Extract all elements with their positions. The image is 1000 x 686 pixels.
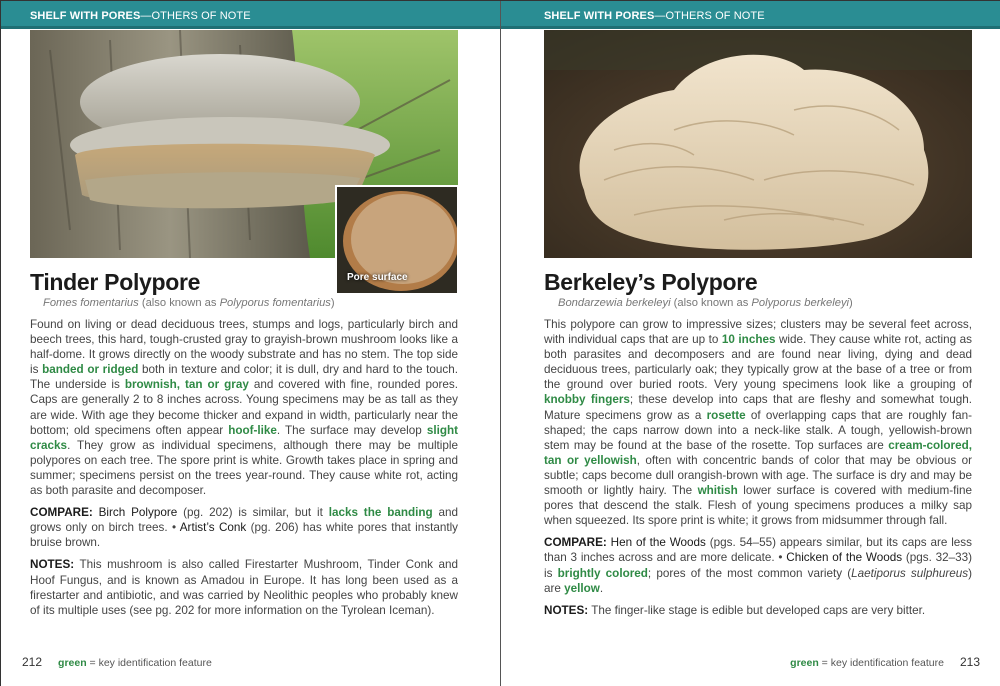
key-feature-text: yellow [564, 581, 600, 595]
species-title: Berkeley’s Polypore [544, 269, 758, 295]
text-run: Found on living or dead deciduous trees, stumps and logs, particularly birch and beech trees, this hard, tough-crusted gray to grayish-brown mushroom looks like a half-dome. It grows directly on the woody substrate and has no stem. The top side is [30, 318, 458, 377]
inset-caption: Pore surface [347, 272, 408, 283]
legend-text: = key identification feature [86, 657, 212, 669]
key-feature-text: hoof-like [228, 423, 277, 437]
latin-name: Bondarzewia berkeleyi [558, 297, 671, 309]
key-feature-text: whitish [697, 484, 738, 498]
key-feature-text: brownish, tan or gray [124, 378, 249, 392]
page-footer [790, 655, 980, 669]
page-footer [22, 655, 212, 669]
text-run: of overlapping caps that are roughly fan-shaped; the caps narrow down into a neck-like stalk. A tough, yellowish-brown stem may be found at the base of the rosette. Top surfaces are [544, 408, 973, 452]
scientific-name [43, 297, 335, 309]
compare-paragraph [544, 535, 972, 595]
aka-prefix: (also known as [670, 297, 752, 309]
compare-text [30, 506, 458, 549]
section-title [30, 10, 251, 22]
compare-text [544, 536, 972, 594]
text-run: lower surface is covered with medium-fine pores that descend the stalk. Flesh of young specimens produces a milky sap when squeezed. Its spore print is white; it grows from midsummer through fall. [544, 484, 972, 528]
notes-text: The finger-like stage is edible but developed caps are very bitter. [588, 603, 926, 617]
species-title: Tinder Polypore [30, 269, 201, 295]
notes-label: NOTES: [544, 603, 589, 617]
aka-prefix: (also known as [138, 297, 220, 309]
berkeleys-polypore-image [544, 30, 972, 258]
left-page [1, 1, 501, 686]
text-run: ; these develop into caps that are fleshy and somewhat tough. Mature specimens grow as a [544, 393, 972, 422]
key-feature-text: lacks the banding [328, 506, 433, 520]
aka-suffix: ) [330, 297, 335, 309]
description-paragraph [30, 317, 458, 498]
key-feature-text: 10 inches [721, 333, 776, 347]
notes-text: This mushroom is also called Firestarter Mushroom, Tinder Conk and Hoof Fungus, and is known as Amadou in Europe. It has long been used as a firestarter and antibiotic, and was carried by Neolithic peoples who probably knew of its multiple uses (see pg. 202 for more information on the Tyrolean Iceman). [30, 558, 458, 617]
aka-suffix: ) [849, 297, 853, 309]
key-feature-text: knobby fingers [544, 393, 630, 407]
legend-text: = key identification feature [818, 657, 944, 669]
text-run: ) are [544, 566, 973, 595]
legend-green-word: green [58, 657, 87, 669]
text-run: and grows only on birch trees. • [30, 506, 459, 535]
text-run: (pgs. 32–33) is [544, 551, 973, 580]
compared-species-name: Birch Polypore [92, 506, 178, 520]
section-header [501, 1, 1000, 29]
notes-paragraph [544, 603, 972, 618]
section-title-rest: —OTHERS OF NOTE [140, 10, 251, 22]
text-run: wide. They cause white rot, acting as both parasites and decomposers and are found near living, dying and dead deciduous trees, particularly oak; they typically grow at the base of a tree or from the ground over buried roots. Very young specimens look like a grouping of [544, 333, 972, 392]
species-body [30, 317, 458, 625]
text-run: ; pores of the most common variety ( [647, 566, 852, 580]
text-run: (pg. 206) has white pores that instantly bruise brown. [30, 521, 459, 550]
notes-paragraph [30, 557, 458, 617]
right-page [501, 1, 1000, 686]
text-run: . [599, 581, 604, 595]
key-feature-text: slight cracks [30, 423, 458, 452]
section-title-bold: SHELF WITH PORES [30, 10, 141, 22]
aka-latin-name: Polyporus fomentarius [219, 297, 331, 309]
section-header [1, 1, 500, 29]
compare-paragraph [30, 505, 458, 550]
aka-latin-name: Polyporus berkeleyi [751, 297, 850, 309]
text-run: . The surface may develop [276, 423, 427, 437]
section-title-rest: —OTHERS OF NOTE [654, 10, 765, 22]
notes-label: NOTES: [30, 558, 75, 572]
key-feature-text: rosette [706, 408, 746, 422]
description-paragraph [544, 317, 972, 528]
compare-label: COMPARE: [30, 506, 93, 520]
key-feature-text: brightly colored [557, 566, 648, 580]
scientific-name [558, 297, 853, 309]
berkeleys-polypore-photo [544, 30, 972, 258]
page-number: 213 [959, 655, 980, 669]
compared-species-name: Chicken of the Woods [786, 551, 903, 565]
text-run: (pg. 202) is similar, but it [177, 506, 329, 520]
page-number: 212 [22, 655, 43, 669]
text-run: , often with concentric bands of color that may be obvious or subtle; caps become dull orangish-brown with age. The surface is dry and may be smooth or lightly hairy. The [544, 453, 973, 498]
latin-name: Laetiporus sulphureus [851, 566, 969, 580]
compared-species-name: Hen of the Woods [606, 536, 706, 550]
compare-label: COMPARE: [544, 536, 607, 550]
text-run: This polypore can grow to impressive sizes; clusters may be several feet across, with individual caps that are up to [544, 318, 972, 347]
key-feature-text: banded or ridged [42, 363, 139, 377]
section-title-bold: SHELF WITH PORES [544, 10, 655, 22]
text-run: and covered with fine, rounded pores. Caps are generally 2 to 8 inches across. Young specimens may be as tall as they are wide. With age they become thicker and expand in width, particularly near the bottom; old specimens often appear [30, 378, 458, 437]
text-run: both in texture and color; it is dull, dry and hard to the touch. The underside is [30, 363, 458, 392]
section-title [544, 10, 765, 22]
text-run: (pgs. 54–55) appears similar, but its caps are less than 3 inches across and are more delicate. • [544, 536, 972, 565]
pore-surface-inset-photo [335, 185, 459, 295]
latin-name: Fomes fomentarius [43, 297, 139, 309]
compared-species-name: Artist’s Conk [179, 521, 247, 535]
species-body [544, 317, 972, 625]
text-run: . They grow as individual specimens, although there may be multiple polypores on each tree. The spore print is white. Growth takes place in spring and summer; specimens persist on the trees year-round. They cause white rot, acting as both parasite and decomposer. [30, 438, 458, 498]
legend-green-word: green [790, 657, 819, 669]
key-feature-text: cream-colored, tan or yellowish [544, 438, 972, 467]
